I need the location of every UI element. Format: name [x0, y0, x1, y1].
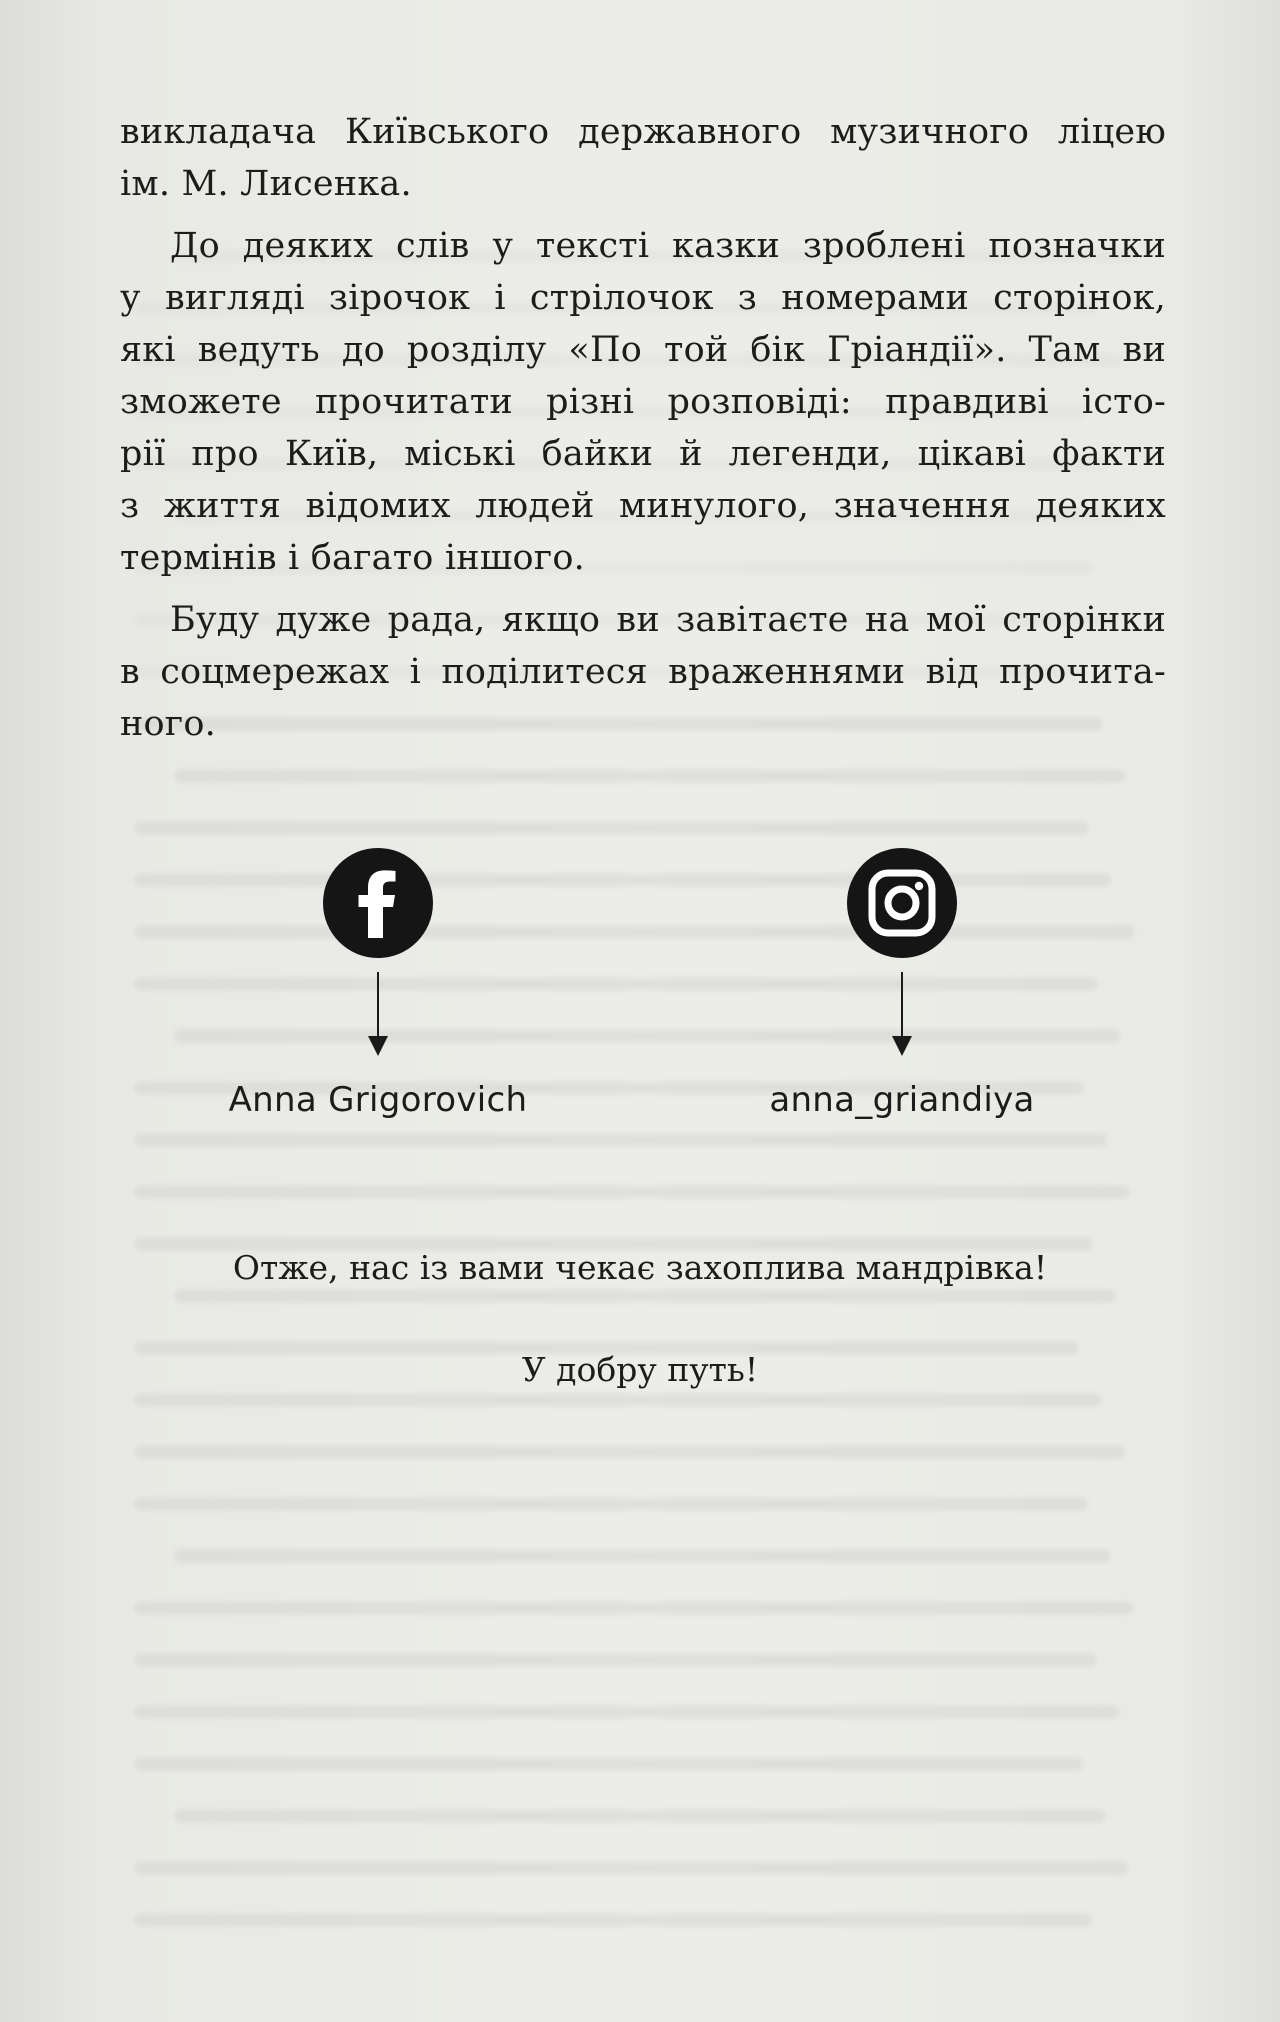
bleed-line — [135, 1394, 1101, 1406]
bleed-line — [135, 1706, 1119, 1718]
bleed-line — [135, 1602, 1133, 1614]
down-arrow-icon — [901, 972, 903, 1052]
paragraph-3 — [120, 594, 1166, 750]
text-line: викладача Київського державного музичного ліцею — [120, 112, 1166, 152]
bleed-line — [135, 1862, 1128, 1874]
bleed-line — [135, 1446, 1124, 1458]
bleed-line — [135, 1758, 1082, 1770]
facebook-icon — [323, 848, 433, 958]
bleed-line — [135, 1914, 1091, 1926]
facebook-block — [203, 848, 553, 1120]
text-line: з життя відомих людей минулого, значення деяких — [120, 486, 1166, 526]
text-line: ім. М. Лисенка. — [120, 164, 412, 204]
text-line: Буду дуже рада, якщо ви завітаєте на мої сторінки — [170, 600, 1166, 640]
instagram-icon — [847, 848, 957, 958]
text-line: в соцмережах і поділитеся враженнями від прочита- — [120, 652, 1166, 692]
bleed-line — [175, 1550, 1110, 1562]
down-arrow-icon — [377, 972, 379, 1052]
bleed-line — [175, 770, 1125, 782]
bleed-line — [175, 1810, 1105, 1822]
text-line: зможете прочитати різні розповіді: правдиві істо- — [120, 382, 1166, 422]
bleed-line — [135, 822, 1088, 834]
bleed-line — [135, 1186, 1129, 1198]
instagram-handle: anna_griandiya — [769, 1080, 1035, 1120]
text-line: у вигляді зірочок і стрілочок з номерами сторінок, — [120, 278, 1166, 318]
bleed-line — [135, 1498, 1087, 1510]
text-line: ного. — [120, 704, 216, 744]
text-line: рії про Київ, міські байки й легенди, цікаві факти — [120, 434, 1166, 474]
farewell-line: У добру путь! — [521, 1350, 759, 1389]
text-line: термінів і багато іншого. — [120, 538, 585, 578]
intro-text — [120, 106, 1166, 750]
paragraph-1 — [120, 106, 1166, 210]
bleed-line — [175, 1290, 1115, 1302]
text-line: До деяких слів у тексті казки зроблені позначки — [170, 226, 1166, 266]
facebook-handle: Anna Grigorovich — [228, 1080, 528, 1120]
closing-line: Отже, нас із вами чекає захоплива мандрівка! — [232, 1248, 1048, 1287]
text-line: які ведуть до розділу «По той бік Гріандії». Там ви — [120, 330, 1166, 370]
instagram-block — [727, 848, 1077, 1120]
bleed-line — [135, 1134, 1106, 1146]
paragraph-2 — [120, 220, 1166, 584]
bleed-line — [135, 1654, 1096, 1666]
